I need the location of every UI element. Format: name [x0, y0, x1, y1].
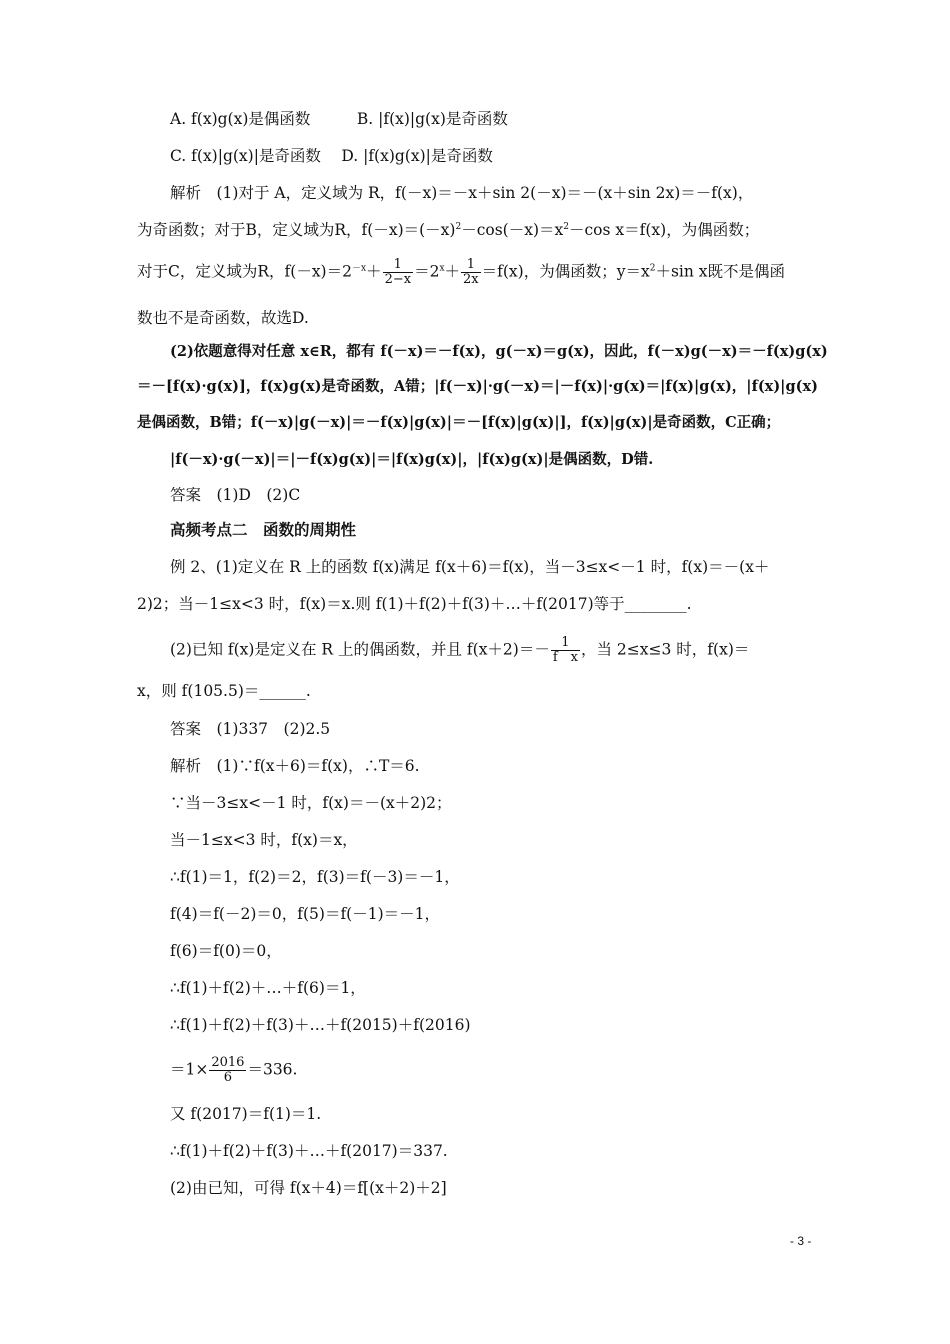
- example-line-2: 2)2；当－1≤x<3 时，f(x)＝x.则 f(1)＋f(2)＋f(3)＋…＋f(2017)等于________.: [137, 595, 692, 613]
- fraction: $\frac{1}{2-x}$: [384, 257, 412, 287]
- analysis-line-1: 解析 (1)∵f(x＋6)＝f(x)，∴T＝6.: [170, 757, 420, 775]
- solution-line-4: 数也不是奇函数，故选D.: [137, 309, 309, 327]
- solution-line-3: 对于C，定义域为R，$f(-x)=2^{-x}+$ $\frac{1}{2-x}$ $=2^x+$ $\frac{1}{2x}$ ＝f(x)，为偶函数；$y=x^2+\sin$ x既不是偶函: [137, 257, 786, 287]
- solution-line-2: 为奇函数；对于B，定义域为R，$f(-x)=(-x)^2-\cos(-x)=x^2-\cos$ x＝f(x)，为偶函数；: [137, 221, 760, 239]
- answer-1: 答案 (1)D (2)C: [170, 486, 301, 504]
- example-line-1: 例 2、(1)定义在 R 上的函数 f(x)满足 f(x＋6)＝f(x)，当－3≤x<－1 时，f(x)＝－(x＋: [170, 558, 770, 576]
- exponent: 2: [563, 222, 569, 232]
- analysis-line-4: ∴f(1)＝1，f(2)＝2，f(3)＝f(－3)＝－1，: [170, 868, 460, 886]
- option-a-b: A. f(x)g(x)是偶函数 B. |f(x)|g(x)是奇函数: [170, 110, 508, 128]
- analysis-line-2: ∵当－3≤x<－1 时，f(x)＝－(x＋2)2；: [170, 794, 452, 812]
- option-c-d: C. f(x)|g(x)|是奇函数 D. |f(x)g(x)|是奇函数: [170, 147, 493, 165]
- exponent: －x: [351, 263, 367, 274]
- solution2-line-3: 是偶函数，B错；f(－x)|g(－x)|＝－f(x)|g(x)|＝－[f(x)|g(x)|]，f(x)|g(x)|是奇函数，C正确；: [137, 414, 781, 431]
- solution2-line-1: (2)依题意得对任意 x∈R，都有 f(－x)＝－f(x)，g(－x)＝g(x)，因此，f(－x)g(－x)＝－f(x)g(x): [170, 343, 828, 360]
- analysis-line-12: (2)由已知，可得 f(x＋4)＝f[(x＋2)＋2]: [170, 1179, 447, 1197]
- analysis-line-9: ＝1× $\frac{2016}{6}$ ＝336.: [170, 1055, 298, 1085]
- analysis-line-6: f(6)＝f(0)＝0，: [170, 942, 282, 960]
- page-number: - 3 -: [790, 1234, 812, 1248]
- exponent: 2: [455, 222, 462, 232]
- analysis-line-3: 当－1≤x<3 时，f(x)＝x，: [170, 831, 358, 849]
- fraction: $\frac{1}{2x}$: [463, 257, 479, 287]
- exponent: 2: [649, 263, 656, 274]
- example-line-3: (2)已知 f(x)是定义在 R 上的偶函数，并且 f(x＋2)＝－ $\frac{1}{\text{f x}}$ ，当 2≤x≤3 时，f(x)＝: [170, 635, 750, 665]
- solution2-line-2: ＝－[f(x)·g(x)]，f(x)g(x)是奇函数，A错；|f(－x)|·g(－x)＝|－f(x)|·g(x)＝|f(x)|g(x)，|f(x)|g(x): [137, 378, 818, 395]
- analysis-line-5: f(4)＝f(－2)＝0，f(5)＝f(－1)＝－1，: [170, 905, 440, 923]
- fraction: $\frac{1}{\text{f x}}$: [552, 635, 578, 665]
- section-heading: 高频考点二 函数的周期性: [170, 520, 357, 539]
- solution2-line-4: |f(－x)·g(－x)|＝|－f(x)g(x)|＝|f(x)g(x)|，|f(x)g(x)|是偶函数，D错.: [170, 451, 654, 468]
- analysis-line-10: 又 f(2017)＝f(1)＝1.: [170, 1105, 322, 1123]
- solution-line-1: 解析 (1)对于 A，定义域为 R，f(－x)＝－x＋sin 2(－x)＝－(x＋sin 2x)＝－f(x)，: [170, 184, 754, 202]
- fraction: $\frac{2016}{6}$: [211, 1055, 245, 1085]
- example-line-4: x，则 f(105.5)＝______.: [137, 682, 311, 700]
- exponent: x: [439, 263, 445, 274]
- analysis-line-7: ∴f(1)＋f(2)＋…＋f(6)＝1，: [170, 979, 366, 997]
- analysis-line-8: ∴f(1)＋f(2)＋f(3)＋…＋f(2015)＋f(2016): [170, 1016, 471, 1034]
- analysis-line-11: ∴f(1)＋f(2)＋f(3)＋…＋f(2017)＝337.: [170, 1142, 448, 1160]
- answer-2: 答案 (1)337 (2)2.5: [170, 720, 331, 738]
